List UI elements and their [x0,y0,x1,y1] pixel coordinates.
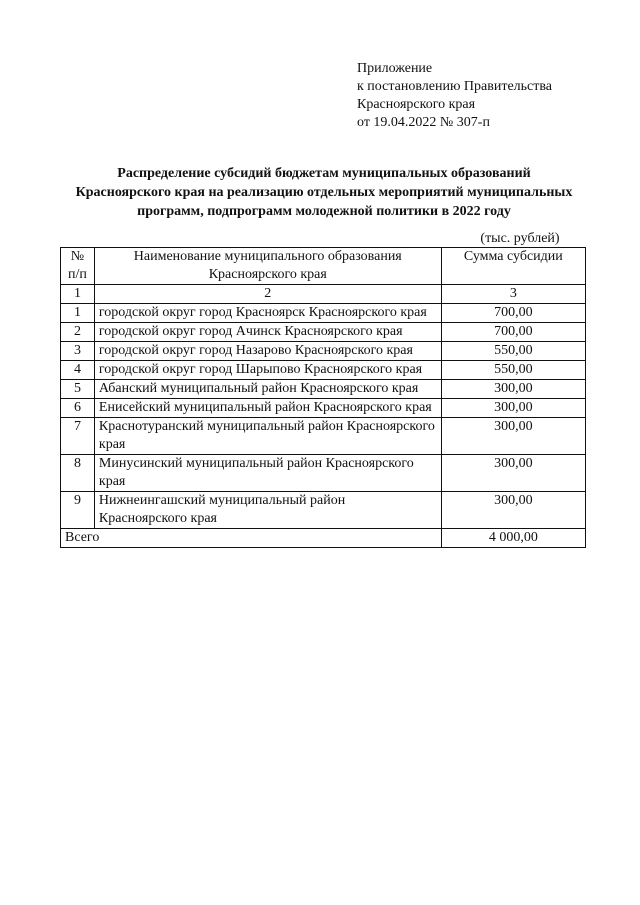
header-name: Наименование муниципального образования Красноярского края [94,248,441,285]
appendix-line: Красноярского края [357,97,476,112]
table-row [61,380,586,399]
table-row [61,342,586,361]
appendix-line: к постановлению Правительства [357,79,553,94]
table-row [61,492,586,529]
table-row [61,304,586,323]
row-name: городской округ город Красноярск Красноярского края [94,304,441,323]
row-sum: 300,00 [441,492,585,529]
row-sum: 300,00 [441,399,585,418]
row-sum: 700,00 [441,323,585,342]
column-number: 2 [94,285,441,304]
row-num: 5 [61,380,95,399]
total-row [61,529,586,548]
title-line: программ, подпрограмм молодежной политики в 2022 году [137,204,511,219]
row-sum: 550,00 [441,361,585,380]
row-num: 2 [61,323,95,342]
table-header-row [61,248,586,285]
row-name: Краснотуранский муниципальный район Красноярского края [94,418,441,455]
row-num: 8 [61,455,95,492]
row-sum: 300,00 [441,380,585,399]
table-row [61,399,586,418]
row-sum: 550,00 [441,342,585,361]
column-numbers-row [61,285,586,304]
row-name: городской округ город Ачинск Красноярского края [94,323,441,342]
units-label: (тыс. рублей) [480,231,560,246]
title-line: Красноярского края на реализацию отдельных мероприятий муниципальных [75,185,573,200]
row-num: 3 [61,342,95,361]
table-row [61,418,586,455]
table-row [61,455,586,492]
row-name: Абанский муниципальный район Красноярского края [94,380,441,399]
row-sum: 300,00 [441,418,585,455]
subsidy-table [60,247,586,548]
column-number: 1 [61,285,95,304]
row-name: городской округ город Назарово Красноярского края [94,342,441,361]
appendix-line: Приложение [357,61,433,76]
table-row [61,361,586,380]
row-num: 1 [61,304,95,323]
header-num: № п/п [61,248,95,285]
row-sum: 700,00 [441,304,585,323]
row-name: Нижнеингашский муниципальный район Красноярского края [94,492,441,529]
total-label: Всего [61,529,442,548]
row-name: Минусинский муниципальный район Красноярского края [94,455,441,492]
row-num: 7 [61,418,95,455]
title-line: Распределение субсидий бюджетам муниципальных образований [117,166,531,181]
row-sum: 300,00 [441,455,585,492]
total-sum: 4 000,00 [441,529,585,548]
column-number: 3 [441,285,585,304]
appendix-block [357,60,617,132]
row-num: 9 [61,492,95,529]
table-row [61,323,586,342]
row-name: городской округ город Шарыпово Красноярского края [94,361,441,380]
row-num: 6 [61,399,95,418]
row-name: Енисейский муниципальный район Красноярского края [94,399,441,418]
header-sum: Сумма субсидии [441,248,585,285]
row-num: 4 [61,361,95,380]
document-title [50,164,598,221]
appendix-line: от 19.04.2022 № 307-п [357,115,490,130]
